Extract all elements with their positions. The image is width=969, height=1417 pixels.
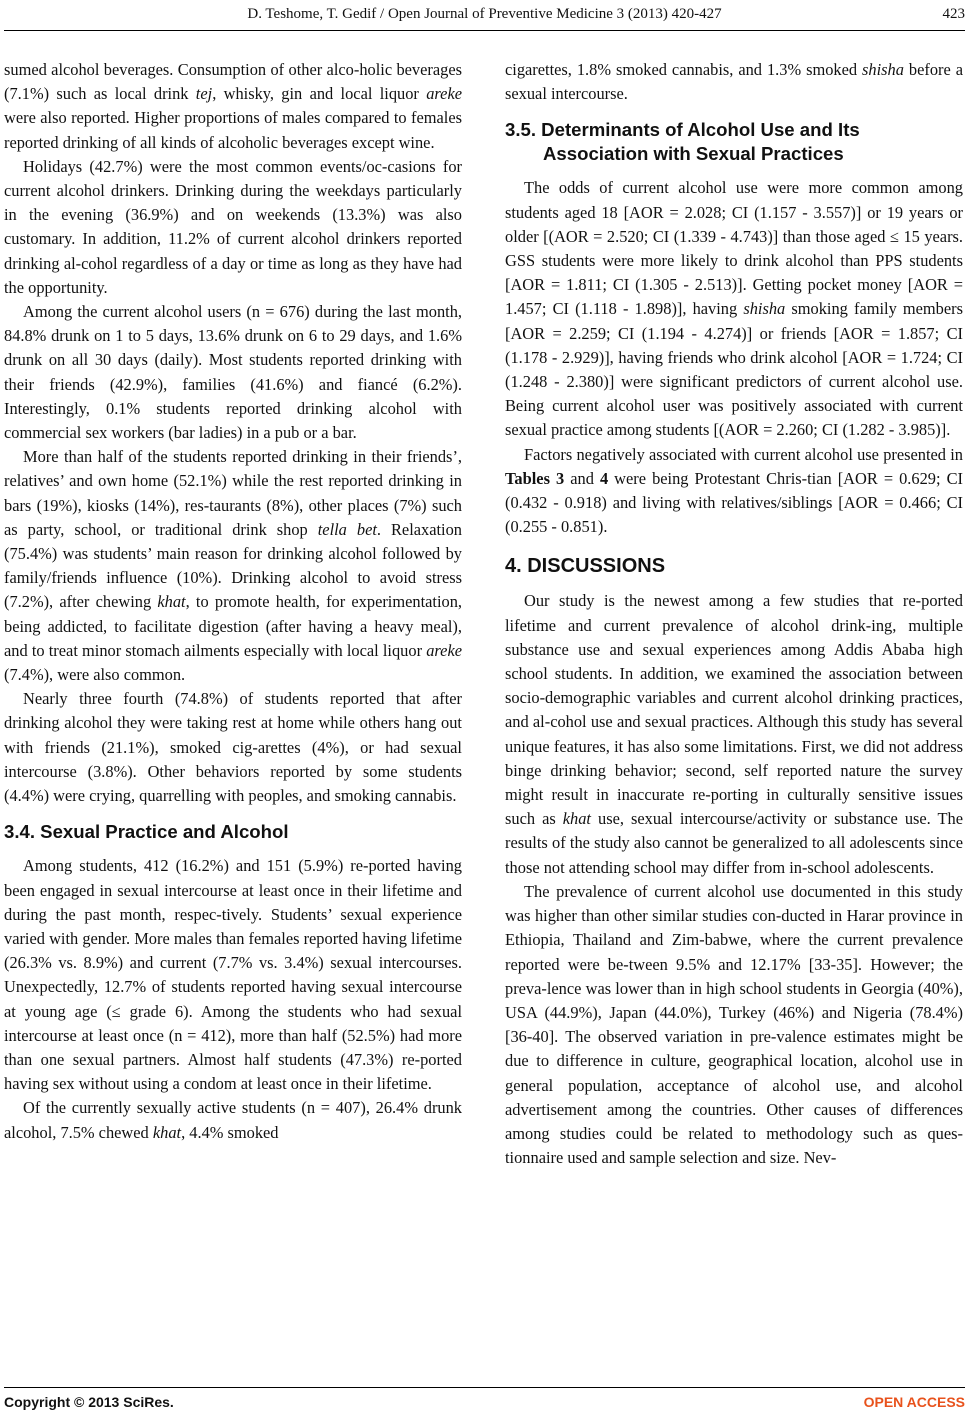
open-access-label: OPEN ACCESS (863, 1394, 965, 1410)
italic-term: areke (426, 640, 462, 660)
paragraph-negative-factors: Factors negatively associated with current alcohol use presented in Tables 3 and 4 were being Protestant Chris-tian [AOR = 0.629; CI (0.432 - 0.918) and living with relatives/siblings [AOR = 0.466; CI (0.255 - 0.851). (505, 444, 963, 537)
bold-reference: Tables 3 (505, 468, 565, 488)
paragraph-after-drinking: Nearly three fourth (74.8%) of students reported that after drinking alcohol they were taking rest at home while others hang out with friends (21.1%), smoked cig-arettes (4%), or had sexual intercourse (3.8%). Other behaviors reported by some students (4.4%) were crying, quarrelling with peoples, and smoking cannabis. (4, 689, 462, 806)
section-heading-discussions: 4. DISCUSSIONS (505, 555, 666, 578)
paragraph-substances-before-sex: cigarettes, 1.8% smoked cannabis, and 1.3% smoked shisha before a sexual intercourse. (505, 60, 964, 104)
left-column (4, 58, 462, 1145)
paragraph-alcohol-beverages: sumed alcohol beverages. Consumption of other alco-holic beverages (7.1%) such as local drink tej, whisky, gin and local liquor areke were also reported. Higher proportions of males compared to females reported drinking of all kinds of alcoholic beverages except wine. (4, 60, 462, 152)
italic-term: khat (157, 592, 186, 612)
paragraph-places-reasons: More than half of the students reported drinking in their friends’, relatives’ and own home (52.1%) while the rest reported drinking in bars (19%), kiosks (14%), res-taurants (8%), other places (7%) such as party, school, or traditional drink shop tella bet. Relaxation (75.4%) was students’ main reason for drinking alcohol followed by family/friends influence (10%). Drinking alcohol to avoid stress (7.2%), after chewing khat, to promote health, for experimentation, being addicted, to facilitate digestion (after having a heavy meal), and to treat minor stomach ailments especially with local liquor areke (7.4%), were also common. (4, 447, 463, 685)
running-head: D. Teshome, T. Gedif / Open Journal of Preventive Medicine 3 (2013) 420-427 (247, 6, 722, 22)
section-heading-3-5: 3.5. Determinants of Alcohol Use and Its Association with Sexual Practices (505, 119, 860, 165)
italic-term: tella bet (317, 519, 377, 539)
right-column (505, 58, 963, 1170)
paragraph-frequency: Among the current alcohol users (n = 676) during the last month, 84.8% drunk on 1 to 5 days, 13.6% drunk on 6 to 29 days, and 1.6% drunk on all 30 days (daily). Most students reported drinking with their friends (42.9%), families (41.6%) and fiancé (6.2%). Interestingly, 0.1% students reported drinking alcohol with commercial sex workers (bar ladies) in a pub or a bar. (4, 302, 462, 443)
footer-rule (4, 1387, 965, 1388)
copyright-notice: Copyright © 2013 SciRes. (4, 1394, 174, 1410)
italic-term: tej (195, 84, 213, 104)
italic-term: areke (426, 84, 462, 104)
italic-term: khat (562, 809, 591, 829)
paragraph-occasions: Holidays (42.7%) were the most common events/oc-casions for current alcohol drinkers. Drinking during the weekdays particularly in the evening (36.9%) and on weekends (13.3%) was also customary. In addition, 11.2% of current alcohol drinkers reported drinking al-cohol regardless of a day or time as long as they have had the opportunity. (4, 156, 462, 297)
italic-term: shisha (862, 60, 904, 79)
paragraph-odds: The odds of current alcohol use were more common among students aged 18 [AOR = 2.028; CI (1.157 - 3.557)] or 19 years or older [(AOR = 2.520; CI (1.339 - 4.743)] than those aged ≤ 15 years. GSS students were more likely to drink alcohol than PPS students [AOR = 1.811; CI (1.305 - 2.513)]. Getting pocket money [AOR = 1.457; CI (1.118 - 1.898)], having shisha smoking family members [AOR = 2.259; CI (1.194 - 4.274)] or friends [AOR = 1.857; CI (1.178 - 2.929)], having friends who drink alcohol [AOR = 1.724; CI (1.248 - 2.380)] were significant predictors of current alcohol use. Being current alcohol user was positively associated with current sexual practice among students [(AOR = 2.260; CI (1.282 - 3.985)]. (505, 178, 963, 440)
paragraph-study-features: Our study is the newest among a few studies that re-ported lifetime and current prevalence of alcohol drink-ing, multiple substance use and sexual experiences among Addis Ababa high school students. In addition, we examined the association between socio-demographic variables and current alcohol drinking practices, and al-cohol use and sexual practices. Although this study has several unique features, it has also some limitations. First, we did not address binge drinking behavior; second, self reported nature the survey might result in inaccurate re-porting in culturally sensitive issues such as khat use, sexual intercourse/activity or substance use. The results of the study also cannot be generalized to all adolescents since those not attending school may differ from in-school adolescents. (505, 591, 963, 877)
paragraph-prevalence-comparison: The prevalence of current alcohol use documented in this study was higher than other similar studies con-ducted in Harar province in Ethiopia, Thailand and Zim-babwe, where the current prevalence reported were be-tween 9.5% and 12.17% [33-35]. However; the preva-lence was lower than in high school students in Georgia (40%), USA (44.9%), Japan (44.0%), Turkey (46%) and Nigeria (78.4%) [36-40]. The observed variation in pre-valence estimates might be due to difference in culture, geographical location, alcohol use in general population, acceptance of alcohol use, and alcohol advertisement among the countries. Other causes of differences among studies could be related to methodology such as ques-tionnaire used and sample selection and size. Nev- (505, 881, 963, 1168)
page-number: 423 (942, 6, 965, 22)
italic-term: khat (152, 1122, 182, 1142)
italic-term: shisha (743, 299, 786, 319)
bold-reference: 4 (599, 468, 609, 488)
section-heading-3-4: 3.4. Sexual Practice and Alcohol (4, 821, 289, 843)
paragraph-sexually-active: Of the currently sexually active students (n = 407), 26.4% drunk alcohol, 7.5% chewed khat, 4.4% smoked (4, 1098, 462, 1142)
paragraph-sexual-experience: Among students, 412 (16.2%) and 151 (5.9%) re-ported having been engaged in sexual intercourse at least once in their lifetime and during the past month, respec-tively. Students’ sexual experience varied with gender. More males than females reported having lifetime (26.3% vs. 8.9%) and current (7.7% vs. 3.4%) sexual intercourses. Unexpectedly, 12.7% of students reported having sexual intercourse at young age (≤ grade 6). Among the students who had sexual intercourse at least once (n = 412), more than half (52.5%) had more than one sexual partners. Almost half students (47.3%) re-ported having sex without using a condom at least once in their lifetime. (4, 856, 462, 1094)
header-rule (4, 30, 965, 31)
